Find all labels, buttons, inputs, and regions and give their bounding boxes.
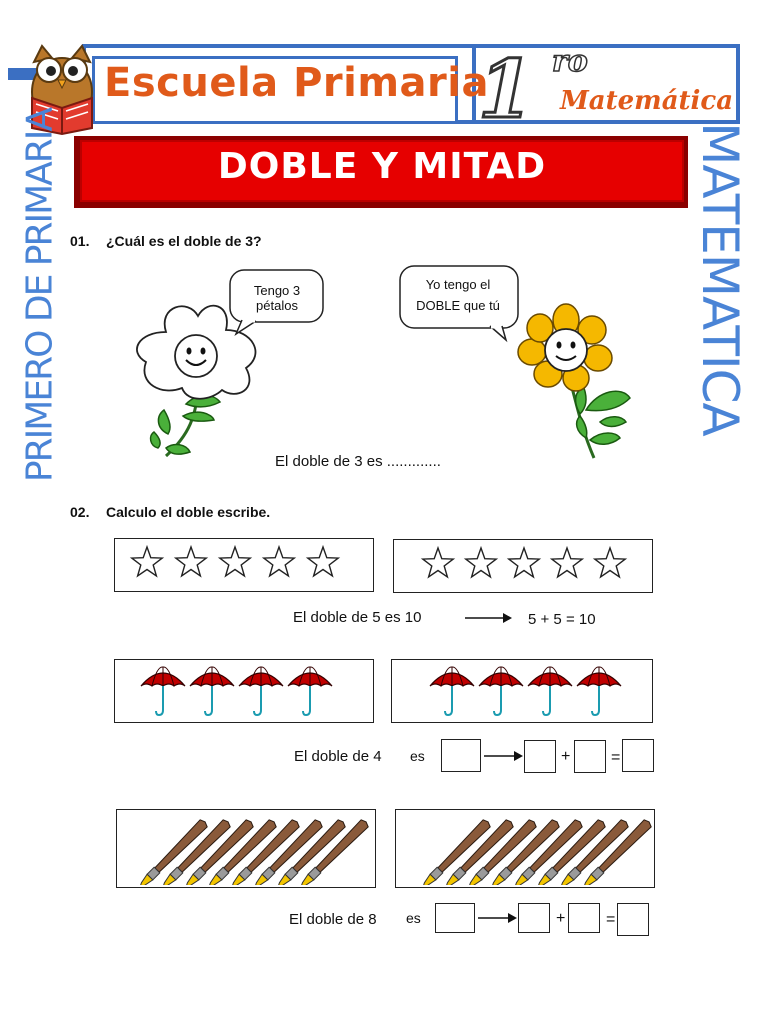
star-icon: [132, 547, 162, 576]
star-icon: [220, 547, 250, 576]
umbrellas-es: es: [410, 748, 425, 764]
umbrellas-answer-box-3[interactable]: [574, 740, 606, 773]
speech-bubble-left: [232, 283, 322, 313]
side-text-left: PRIMERO DE PRIMARIA: [19, 108, 61, 483]
brushes-group-left: [117, 810, 373, 885]
umbrellas-group-right: [392, 660, 650, 720]
grade-suffix: ro: [552, 44, 588, 79]
school-name: Escuela Primaria: [104, 60, 489, 106]
star-icon: [264, 547, 294, 576]
star-icon: [595, 548, 625, 577]
brushes-answer-box-1[interactable]: [435, 903, 475, 933]
q1-number: 01.: [70, 233, 90, 249]
brushes-box-left: [116, 809, 376, 888]
umbrellas-answer-box-2[interactable]: [524, 740, 556, 773]
brushes-answer-box-3[interactable]: [568, 903, 600, 933]
stars-equation: 5 + 5 = 10: [528, 611, 596, 628]
umbrella-icon: [479, 667, 523, 715]
star-icon: [423, 548, 453, 577]
brushes-answer-box-2[interactable]: [518, 903, 550, 933]
umbrellas-box-right: [391, 659, 653, 723]
star-icon: [176, 547, 206, 576]
arrow-icon: [484, 749, 524, 763]
umbrella-icon: [190, 667, 234, 715]
brushes-answer-box-4[interactable]: [617, 903, 649, 936]
subject-label: Matemática: [560, 86, 734, 116]
star-icon: [308, 547, 338, 576]
star-icon: [466, 548, 496, 577]
q1-question: ¿Cuál es el doble de 3?: [106, 233, 262, 249]
yellow-flower-illustration: [512, 300, 642, 462]
star-icon: [552, 548, 582, 577]
stars-box-right: [393, 539, 653, 593]
umbrellas-group-left: [115, 660, 371, 720]
umbrellas-answer-box-1[interactable]: [441, 739, 481, 772]
brushes-statement: El doble de 8: [289, 911, 377, 928]
umbrella-icon: [239, 667, 283, 715]
umbrellas-statement: El doble de 4: [294, 748, 382, 765]
umbrella-icon: [141, 667, 185, 715]
brushes-group-right: [396, 810, 652, 885]
umbrella-icon: [288, 667, 332, 715]
umbrellas-answer-box-4[interactable]: [622, 739, 654, 772]
side-text-right: MATEMATICA: [691, 122, 749, 436]
bubble-left-line-1: Tengo 3: [253, 283, 301, 298]
stars-statement: El doble de 5 es 10: [293, 609, 422, 626]
page-title: DOBLE Y MITAD: [217, 146, 547, 187]
brushes-box-right: [395, 809, 655, 888]
brushes-es: es: [406, 910, 421, 926]
q2-number: 02.: [70, 504, 90, 520]
bubble-right-line-2: DOBLE que tú: [416, 298, 500, 313]
brushes-plus: +: [556, 910, 566, 927]
speech-bubble-right: [402, 274, 514, 316]
umbrella-icon: [528, 667, 572, 715]
q2-instruction: Calculo el doble escribe.: [106, 504, 271, 520]
star-icon: [509, 548, 539, 577]
brushes-equals: =: [606, 911, 616, 928]
umbrellas-equals: =: [611, 749, 621, 766]
stars-group-left: [115, 539, 371, 589]
umbrella-icon: [430, 667, 474, 715]
q1-answer-line: El doble de 3 es .............: [275, 453, 441, 470]
stars-group-right: [394, 540, 650, 590]
arrow-icon: [465, 610, 513, 626]
arrow-icon: [478, 911, 518, 925]
umbrellas-box-left: [114, 659, 374, 723]
grade-number: 1: [478, 42, 534, 136]
bubble-right-line-1: Yo tengo el: [425, 277, 491, 292]
bubble-left-line-2: pétalos: [256, 298, 298, 313]
umbrellas-plus: +: [561, 748, 571, 765]
stars-box-left: [114, 538, 374, 592]
umbrella-icon: [577, 667, 621, 715]
